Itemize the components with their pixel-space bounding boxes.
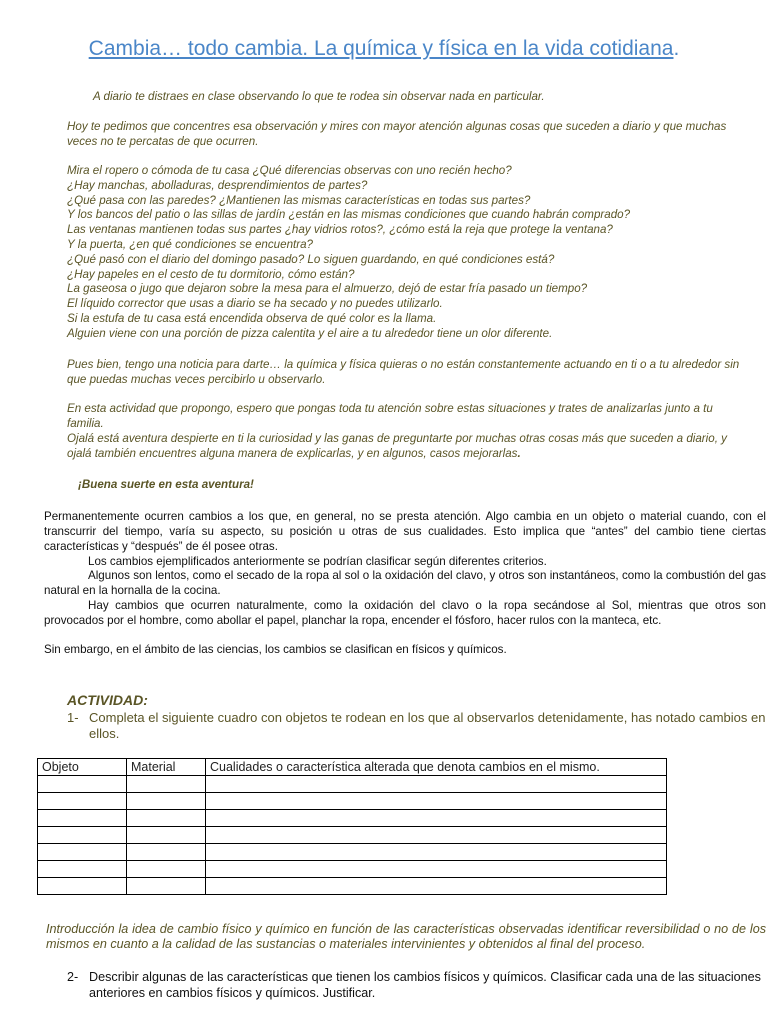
activity-item-1 <box>67 710 767 742</box>
good-luck-text: ¡Buena suerte en esta aventura! <box>78 478 254 491</box>
table-header-cualidades: Cualidades o característica alterada que denota cambios en el mismo. <box>206 759 667 776</box>
table-row <box>38 793 667 810</box>
table-cell[interactable] <box>206 827 667 844</box>
table-row <box>38 878 667 895</box>
table-cell[interactable] <box>127 810 206 827</box>
intro-paragraph-4b-text: Ojalá está aventura despierte en ti la curiosidad y las ganas de preguntarte por muchas otras cosas más que suceden a diario, y ojalá también encuentres alguna manera de explicarlas, y en algunos, casos mejorarlas <box>67 432 727 460</box>
table-cell[interactable] <box>127 878 206 895</box>
question-line: La gaseosa o jugo que dejaron sobre la mesa para el almuerzo, dejó de estar fría pasado un tiempo? <box>67 282 588 296</box>
table-cell[interactable] <box>206 878 667 895</box>
questions-list <box>67 164 757 342</box>
intro-paragraph-4b <box>67 432 743 462</box>
table-cell[interactable] <box>206 810 667 827</box>
question-line: Alguien viene con una porción de pizza calentita y el aire a tu alrededor tiene un olor diferente. <box>67 326 553 340</box>
table-row <box>38 776 667 793</box>
table-cell[interactable] <box>206 776 667 793</box>
table-cell[interactable] <box>206 861 667 878</box>
theory-paragraph-1: Permanentemente ocurren cambios a los que, en general, no se presta atención. Algo cambia en un objeto o material cuando, con el transcurrir del tiempo, varía su aspecto, su posición u otras de sus cualidades. Esto implica que “antes” del cambio tiene ciertas características y “después” de él posee otras. <box>44 510 766 553</box>
activity-introduction: Introducción la idea de cambio físico y químico en función de las características observadas identificar reversibilidad o no de los mismos en cuanto a la calidad de las sustancias o materiales intervinientes y obtenidos al final del proceso. <box>46 922 766 951</box>
table-row <box>38 844 667 861</box>
table-cell[interactable] <box>38 878 127 895</box>
question-line: Y la puerta, ¿en qué condiciones se encuentra? <box>67 237 313 251</box>
question-line: Si la estufa de tu casa está encendida observa de qué color es la llama. <box>67 311 437 325</box>
table-cell[interactable] <box>38 844 127 861</box>
intro-paragraph-4a: En esta actividad que propongo, espero que pongas toda tu atención sobre estas situaciones y trates de analizarlas junto a tu familia. <box>67 402 713 430</box>
question-line: El líquido corrector que usas a diario se ha secado y no puedes utilizarlo. <box>67 297 443 311</box>
activity-item-2 <box>67 969 767 1001</box>
changes-table <box>37 758 667 895</box>
table-cell[interactable] <box>38 776 127 793</box>
activity-item-2-text: Describir algunas de las características que tienen los cambios físicos y químicos. Clasificar cada una de las situaciones anteriores en cambios físicos y químicos. Justificar. <box>89 970 761 1000</box>
table-cell[interactable] <box>38 827 127 844</box>
question-line: Y los bancos del patio o las sillas de jardín ¿están en las mismas condiciones que cuando habrán comprado? <box>67 208 631 222</box>
table-header-material: Material <box>127 759 206 776</box>
theory-paragraph-4: Hay cambios que ocurren naturalmente, como la oxidación del clavo o la ropa secándose al Sol, mientras que otros son provocados por el hombre, como abollar el papel, planchar la ropa, encender el fósforo, hacer rulos con la manteca, etc. <box>44 599 766 627</box>
table-cell[interactable] <box>38 810 127 827</box>
question-line: ¿Qué pasa con las paredes? ¿Mantienen las mismas características en todas sus partes? <box>67 193 531 207</box>
question-line: Mira el ropero o cómoda de tu casa ¿Qué diferencias observas con uno recién hecho? <box>67 164 512 177</box>
intro-paragraph-3: Pues bien, tengo una noticia para darte… la química y física quieras o no están constantemente actuando en ti o a tu alrededor sin que puedas muchas veces percibirlo u observarlo. <box>67 358 740 386</box>
theory-paragraph-2: Los cambios ejemplificados anteriormente se podrían clasificar según diferentes criterios. <box>88 555 547 568</box>
table-cell[interactable] <box>38 793 127 810</box>
activity-item-2-number: 2- <box>67 970 79 984</box>
question-line: ¿Hay papeles en el cesto de tu dormitorio, cómo están? <box>67 267 355 281</box>
activity-item-1-text: Completa el siguiente cuadro con objetos te rodean en los que al observarlos detenidamente, has notado cambios en ellos. <box>89 710 766 741</box>
page-title <box>0 37 768 61</box>
table-cell[interactable] <box>38 861 127 878</box>
table-row <box>38 861 667 878</box>
table-cell[interactable] <box>206 793 667 810</box>
table-header-row <box>38 759 667 776</box>
intro-paragraph-4b-period: . <box>517 446 521 460</box>
intro-paragraph-1: A diario te distraes en clase observando lo que te rodea sin observar nada en particular. <box>93 90 545 103</box>
activity-item-1-number: 1- <box>67 710 79 725</box>
intro-paragraph-2: Hoy te pedimos que concentres esa observación y mires con mayor atención algunas cosas que suceden a diario y que muchas veces no te percatas de que ocurren. <box>67 120 727 148</box>
table-cell[interactable] <box>127 776 206 793</box>
table-cell[interactable] <box>127 861 206 878</box>
page-title-text: Cambia… todo cambia. La química y física en la vida cotidiana <box>88 37 674 60</box>
table-cell[interactable] <box>127 844 206 861</box>
table-header-objeto: Objeto <box>38 759 127 776</box>
activity-heading: ACTIVIDAD: <box>67 692 148 708</box>
table-cell[interactable] <box>127 793 206 810</box>
question-line: ¿Qué pasó con el diario del domingo pasado? Lo siguen guardando, en qué condiciones está? <box>67 252 555 266</box>
table-cell[interactable] <box>127 827 206 844</box>
table-cell[interactable] <box>206 844 667 861</box>
question-line: ¿Hay manchas, abolladuras, desprendimientos de partes? <box>67 178 368 192</box>
table-row <box>38 827 667 844</box>
theory-paragraph-5: Sin embargo, en el ámbito de las ciencias, los cambios se clasifican en físicos y químicos. <box>44 643 507 656</box>
page-title-dot: . <box>673 37 680 60</box>
theory-paragraph-3: Algunos son lentos, como el secado de la ropa al sol o la oxidación del clavo, y otros son instantáneos, como la combustión del gas natural en la hornalla de la cocina. <box>44 569 766 597</box>
table-row <box>38 810 667 827</box>
question-line: Las ventanas mantienen todas sus partes ¿hay vidrios rotos?, ¿cómo está la reja que protege la ventana? <box>67 223 613 237</box>
